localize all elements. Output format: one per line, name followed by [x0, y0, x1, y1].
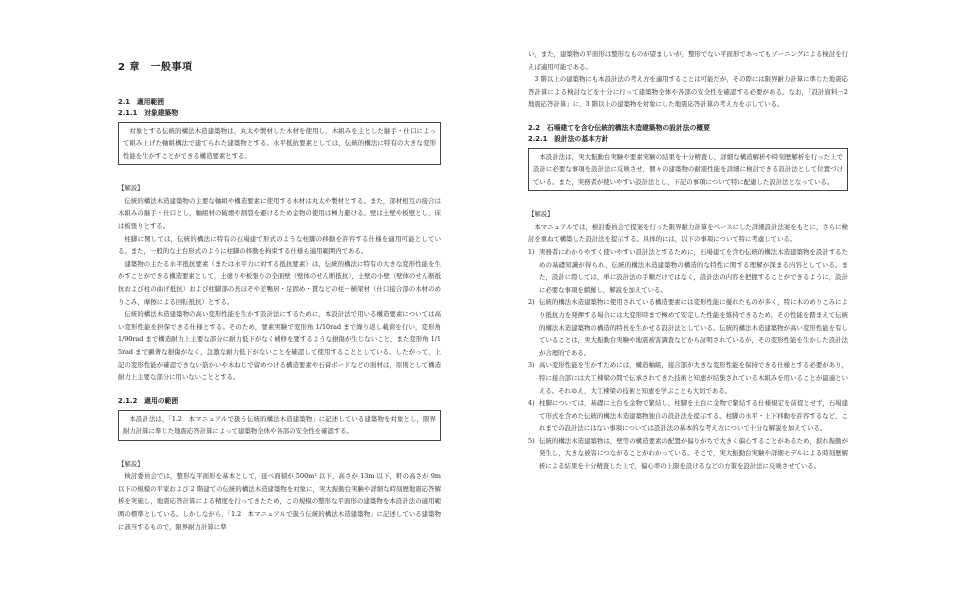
list-text: 柱脚については，基礎に土台を金物で緊結し，柱脚を土台に金物で緊結する仕様規定を前提とせず，石場建て形式を含めた伝統的構法木造建築物独自の設計法を提示する。柱脚の水平・上下移動を許容するなど，これまでの設計法にはない事項については設計法の基本的な考え方について十分な解説を加えている。: [539, 399, 848, 433]
commentary-label: 【解説】: [118, 459, 144, 468]
list-number: 4): [528, 399, 535, 408]
chapter-title: 2 章 一般事項: [118, 62, 193, 73]
definition-box-2-1-2: [118, 410, 441, 441]
paragraph: 本マニュアルでは，検討委員会で提案を行った限界耐力計算をベースにした詳細設計法案をもとに，さらに検討を重ねて構築した設計法を提示する。具体的には，以下の事項について特に考慮している。: [528, 222, 848, 244]
paragraph: 伝統的構法木造建築物の主要な軸組や構造要素に使用する木材は丸太や製材とする。また，部材相互の接合は木組みの継手・仕口とし，軸組材の破壊や割裂を避けるため金物の使用は極力避ける。壁は土壁や板壁とし，床は板張りとする。: [118, 196, 441, 230]
list-item: [528, 359, 848, 397]
paragraph: 伝統的構法木造建築物の高い変形性能を生かす設計法にするために，本設計法で用いる構造要素については高い変形性能を担保できる仕様とする。そのため，要素実験で変形角 1/10rad まで繰り返し載荷を行い，変形角 1/90rad まで構造耐力上主要な部分に耐力低下がなく補修を要するような損傷が生じないこと，また変形角 1/15rad まで顕著な損傷がなく，急激な耐力低下がないことを確認して使用することとしている。したがって，上記の変形性能が確認できない筋かいや木ねじで留めつける構造要素や石膏ボードなどの面材は，原則として構造耐力上主要な部分に用いないこととする。: [118, 310, 441, 382]
definition-text: 本設計法は，「1.2 本マニュアルで扱う伝統的構法木造建築物」に記述している建築物を対象とし，限界耐力計算に準じた地震応答計算によって建築物全体や各部の安全性を確認する。: [123, 414, 436, 436]
section-2-1-1-heading: 2.1.1 対象建築物: [118, 109, 179, 117]
list-text: 伝統的構法木造建築物は，壁等の構造要素の配置が偏りがちで大きく偏心することがあるため，捩れ振動が発生し，大きな被害につながることがわかっている。そこで，実大振動台実験や詳細モデルによる時刻歴解析による結果を十分精査した上で，偏心率の上限を設けるなどの方策を設計法に反映させている。: [539, 436, 848, 471]
paragraph: 検討委員会では，整形な平面形を基本として，延べ面積が 500m² 以下，高さが 13m 以下，軒の高さが 9m 以下の規模の平家および 2 階建ての伝統的構法木造建築物を対象に，実大振動台実験や詳細な時刻歴地震応答解析を実施し，地震応答計算による精度を行ってきたため，この規模の整形な平面形の建築物を本設計法の適用範囲の標準としている。しかしながら，「1.2 本マニュアルで扱う伝統的構法木造建築物」に記述している建築物に該当するもので，限界耐力計算に準: [118, 472, 441, 531]
list-number: 2): [528, 298, 535, 307]
paragraph: 3 階以上の建築物にも本設計法の考え方を適用することは可能だが，その際には限界耐力計算に準じた地震応答計算による検討などを十分に行って建築物全体や各部の安全性を確認する必要がある。なお，「設計資料－2 地震応答計算」に，3 階以上の建築物を対象にした地震応答計算の考え方を示している。: [528, 75, 855, 109]
list-text: 伝統的構法木造建築物に使用されている構造要素には変形性能に優れたものが多く，特に木のめりこみにより抵抗力を発揮する場合には大変形時まで極めて安定した性能を維持できるため，その性能を踏まえて伝統的構法木造建築物の構造的特長を生かせる設計法としている。伝統的構法木造建築物が高い変形性能を有していることは，実大振動台実験や地震被害調査などから証明されているが，その変形性能を生かした設計法が合理的である。: [539, 298, 848, 357]
right-page: [528, 48, 855, 473]
definition-box-2-1-1: [118, 122, 441, 165]
definition-text: 対象とする伝統的構法木造建築物は，丸太や製材した木材を使用し，木組みを主とした継手・仕口によって組み上げた軸組構法で建てられた建築物とする。水平抵抗要素としては，伝統的構法に特有の大きな変形性能を生かすことができる構造要素とする。: [123, 127, 436, 160]
list-number: 3): [528, 361, 535, 370]
list-item: [528, 296, 848, 359]
list-text: 高い変形性能を生かすためには，構造軸組，接合部が大きな変形性能を保持できる仕様とする必要があり，特に接合部には大工棟梁の間で伝承されてきた技術と知恵が結集されている木組みを用いることが最適といえる。それゆえ，大工棟梁の技術と知恵を学ぶことも大切である。: [539, 361, 848, 395]
list-number: 5): [528, 436, 535, 445]
section-2-1-heading: 2.1 適用範囲: [118, 98, 165, 106]
definition-box-2-2-1: [528, 148, 848, 191]
section-2-1-2-heading: 2.1.2 適用の範囲: [118, 396, 179, 405]
section-2-2-heading: 2.2 石場建てを含む伝統的構法木造建築物の設計法の概要: [528, 123, 710, 132]
section-2-2-1-heading: 2.2.1 設計法の基本方針: [528, 134, 609, 143]
list-item: [528, 435, 848, 473]
list-item: [528, 246, 848, 296]
list-number: 1): [528, 247, 535, 256]
commentary-label: 【解説】: [528, 210, 554, 219]
definition-text: 本設計法は，実大振動台実験や要素実験の結果を十分精査し，詳細な構造解析や時刻歴解析を行った上で設計に必要な事項を設計法に反映させ，個々の建築物の耐震性能を詳細に検討できる設計法として位置づけている。また，実務者が使いやすい設計法とし，下記の事項について特に配慮した設計法となっている。: [533, 152, 843, 186]
list-text: 実務者にわかりやすく使いやすい設計法とするために，石場建てを含む伝統的構法木造建築物を設計するための基礎知識が得られ，伝統的構法木造建築物の構造的な特性に関する理解が深まる内容としている。また，設計に際しては，単に設計法の手順だけではなく，設計法の内容を把握することができるように，設計に必要な事項を網羅し，解説を加えている。: [539, 247, 848, 294]
paragraph: 柱脚に関しては，伝統的構法に特有の石場建て形式のような柱脚の移動を許容する仕様を適用可能としている。また，一般的な土台形式のように柱脚の移動を拘束する仕様も適用範囲内である。: [118, 234, 441, 256]
paragraph: 建築物の主たる水平抵抗要素（または水平力に対する抵抗要素）は，伝統的構法に特有の大きな変形性能を生かすことができる構造要素として，土塗りや板張りの全面壁（壁体のせん断抵抗），土壁の小壁（壁体のせん断抵抗および柱の曲げ抵抗）および柱脚部の長ほぞや差鴨居・足固め・貫などの柱－横架材（仕口接合部の木材のめりこみ，摩擦による回転抵抗）とする。: [118, 259, 441, 306]
commentary-label: 【解説】: [118, 184, 144, 193]
list-item: [528, 397, 848, 435]
left-page: [118, 58, 441, 533]
paragraph: い，また，建築物の平面形は整形なものが望ましいが，整形でない平面形であってもゾーニングによる検討を行えば適用可能である。: [528, 50, 848, 71]
